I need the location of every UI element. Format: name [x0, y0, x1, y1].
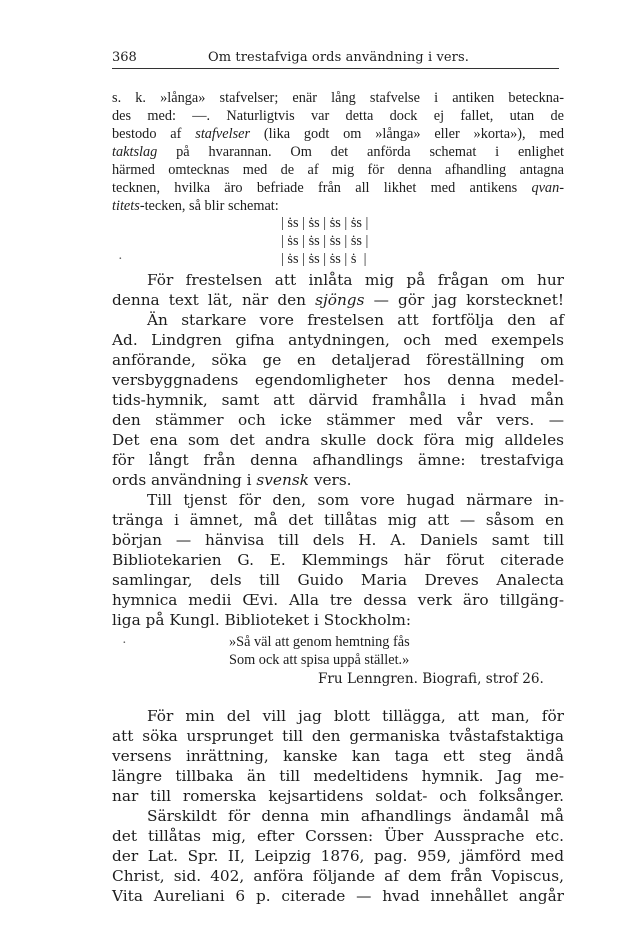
text-line: tids-hymnik, samt att därvid framhålla i hvad mån [112, 391, 564, 409]
text-line: början — hänvisa till dels H. A. Daniels samt till [112, 531, 564, 549]
text-line: samlingar, dels till Guido Maria Dreves Analecta [112, 571, 564, 589]
running-header [112, 49, 559, 67]
text-line: Christ, sid. 402, anföra följande af dem från Vopiscus, [112, 867, 564, 885]
italic-word: titets [112, 198, 140, 214]
text-line: den stämmer och icke stämmer med vår vers. — [112, 411, 564, 429]
text-line: det tillåtas mig, efter Corssen: Über Aussprache etc. [112, 827, 564, 845]
text-line: Vita Aureliani 6 p. citerade — hvad innehållet angår [112, 887, 564, 905]
text-line: tränga i ämnet, må det tillåtas mig att — såsom en [112, 511, 564, 529]
text-span: — gör jag korstecknet! [373, 291, 564, 309]
page-number: 368 [112, 50, 137, 65]
text-line: versbyggnadens egendomligheter hos denna medel- [112, 371, 564, 389]
text-span: denna text lät, när den [112, 291, 307, 309]
text-line: Än starkare vore frestelsen att fortfölja den af [147, 311, 564, 329]
text-line: Särskildt för denna min afhandlings ändamål må [147, 807, 564, 825]
quote-line: Som ock att spisa uppå stället.» [229, 652, 410, 668]
print-speck: · [118, 252, 123, 267]
text-line: bestodo af stafvelser (lika godt om »långa» eller »korta»), med [112, 126, 565, 142]
running-title: Om trestafviga ords användning i vers. [208, 50, 469, 65]
text-line: anförande, söka ge en detaljerad föreställning om [112, 351, 564, 369]
text-line: För min del vill jag blott tillägga, att man, för [147, 707, 564, 725]
text-line: Det ena som det andra skulle dock föra mig alldeles [112, 431, 564, 449]
text-line: att söka ursprunget till den germaniska tvåstafstaktiga [112, 727, 564, 745]
text-line: liga på Kungl. Biblioteket i Stockholm: [112, 611, 412, 629]
text-line: des med: —. Naturligtvis var detta dock ej fallet, utan de [112, 108, 564, 124]
print-speck: · [122, 636, 127, 651]
text-line: s. k. »långa» stafvelser; enär lång stafvelse i antiken beteckna- [112, 90, 564, 106]
text-line: titets-tecken, så blir schemat: [112, 198, 279, 214]
schema-row: | ṡs | ṡs | ṡs | ṡ | [281, 251, 367, 267]
text-line: Till tjenst för den, som vore hugad närmare in- [147, 491, 564, 509]
italic-word: svensk [256, 471, 309, 489]
italic-word: sjöngs [315, 291, 365, 309]
text-line: Bibliotekarien G. E. Klemmings här förut citerade [112, 551, 564, 569]
quote-line: »Så väl att genom hemtning fås [229, 634, 410, 650]
italic-word: qvan- [531, 180, 564, 196]
italic-word: taktslag [112, 144, 158, 160]
text-line: nar till romerska kejsartidens soldat- och folksånger. [112, 787, 564, 805]
text-line: tecknen, hvilka äro befriade från all likhet med antikens qvan- [112, 180, 564, 196]
quote-source: Fru Lenngren. Biografi, strof 26. [318, 671, 544, 687]
text-line [112, 290, 564, 310]
italic-word: stafvelser [195, 126, 251, 142]
text-span: vers. [313, 471, 352, 489]
text-line: taktslag på hvarannan. Om det anförda schemat i enlighet [112, 144, 564, 160]
schema-row: | ṡs | ṡs | ṡs | ṡs | [281, 215, 369, 231]
text-line [112, 470, 564, 490]
text-line: för långt från denna afhandlings ämne: trestafviga [112, 451, 564, 469]
text-span: ords användning i [112, 471, 252, 489]
schema-row: | ṡs | ṡs | ṡs | ṡs | [281, 233, 369, 249]
text-line: versens inrättning, kanske kan taga ett steg ändå [112, 747, 564, 765]
header-rule [112, 68, 559, 69]
text-line: der Lat. Spr. II, Leipzig 1876, pag. 959, jämförd med [112, 847, 564, 865]
text-line: Ad. Lindgren gifna antydningen, och med exempels [112, 331, 564, 349]
text-line: härmed omtecknas med de af mig för denna afhandling antagna [112, 162, 564, 178]
text-line: längre tillbaka än till medeltidens hymnik. Jag me- [112, 767, 564, 785]
text-line: För frestelsen att inlåta mig på frågan om hur [147, 271, 564, 289]
text-line: hymnica medii Œvi. Alla tre dessa verk äro tillgäng- [112, 591, 564, 609]
